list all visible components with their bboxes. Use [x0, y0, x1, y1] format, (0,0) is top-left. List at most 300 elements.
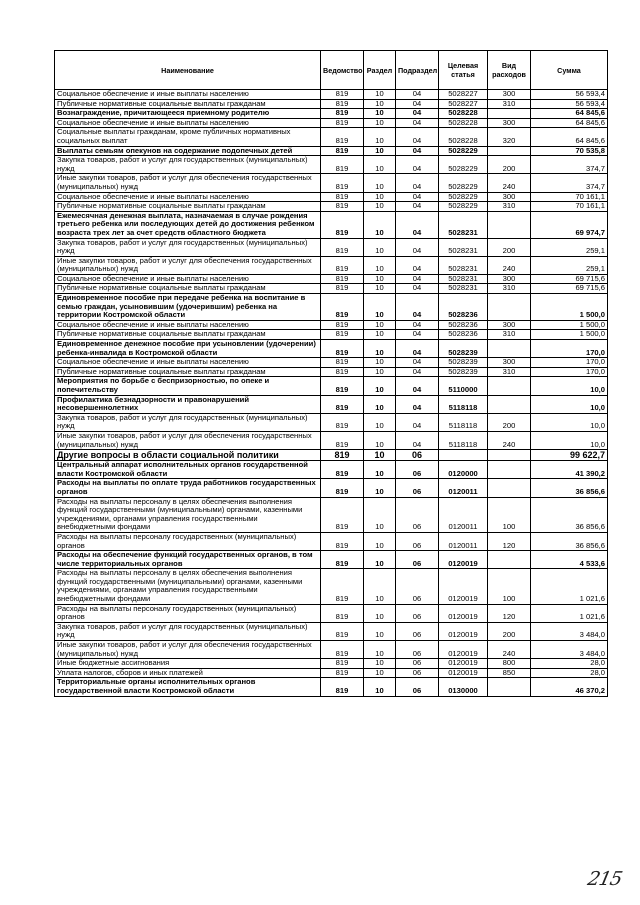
row-name: Расходы на выплаты персоналу государственных (муниципальных) органов [55, 604, 321, 622]
row-vedomstvo: 819 [321, 90, 364, 100]
row-podrazdel: 06 [396, 604, 439, 622]
row-vedomstvo: 819 [321, 497, 364, 532]
row-podrazdel: 04 [396, 202, 439, 212]
row-podrazdel: 04 [396, 238, 439, 256]
row-podrazdel: 06 [396, 532, 439, 550]
row-sum: 28,0 [531, 668, 608, 678]
row-expense-type: 240 [488, 641, 531, 659]
row-podrazdel: 04 [396, 118, 439, 128]
row-expense-type: 100 [488, 569, 531, 604]
row-podrazdel: 06 [396, 678, 439, 696]
row-podrazdel: 06 [396, 668, 439, 678]
row-razdel: 10 [364, 367, 396, 377]
row-name: Выплаты семьям опекунов на содержание подопечных детей [55, 146, 321, 156]
row-target-article: 5028229 [439, 156, 488, 174]
row-target-article: 0120011 [439, 532, 488, 550]
row-target-article: 0120011 [439, 497, 488, 532]
row-expense-type: 240 [488, 174, 531, 192]
row-podrazdel: 04 [396, 156, 439, 174]
row-expense-type: 310 [488, 284, 531, 294]
row-vedomstvo: 819 [321, 118, 364, 128]
row-razdel: 10 [364, 641, 396, 659]
row-razdel: 10 [364, 192, 396, 202]
table-row [55, 395, 608, 413]
row-target-article: 5028236 [439, 294, 488, 321]
row-podrazdel: 04 [396, 211, 439, 238]
row-razdel: 10 [364, 128, 396, 146]
row-podrazdel: 04 [396, 294, 439, 321]
row-vedomstvo: 819 [321, 174, 364, 192]
row-name: Единовременное денежное пособие при усыновлении (удочерении) ребенка-инвалида в Костромской области [55, 340, 321, 358]
row-vedomstvo: 819 [321, 284, 364, 294]
row-razdel: 10 [364, 569, 396, 604]
row-expense-type [488, 377, 531, 395]
row-vedomstvo: 819 [321, 128, 364, 146]
row-razdel: 10 [364, 330, 396, 340]
row-razdel: 10 [364, 377, 396, 395]
row-name: Мероприятия по борьбе с беспризорностью, по опеке и попечительству [55, 377, 321, 395]
row-name: Закупка товаров, работ и услуг для государственных (муниципальных) нужд [55, 622, 321, 640]
row-sum: 41 390,2 [531, 461, 608, 479]
row-vedomstvo: 819 [321, 413, 364, 431]
table-row [55, 358, 608, 368]
row-sum: 10,0 [531, 413, 608, 431]
row-name: Ежемесячная денежная выплата, назначаемая в случае рождения третьего ребенка или последующих детей до достижения ребенком возраста трех лет за счет средств областного бюджета [55, 211, 321, 238]
row-target-article: 5028228 [439, 128, 488, 146]
row-sum: 99 622,7 [531, 450, 608, 461]
row-razdel: 10 [364, 320, 396, 330]
table-row [55, 377, 608, 395]
row-razdel: 10 [364, 668, 396, 678]
row-podrazdel: 06 [396, 497, 439, 532]
row-target-article: 5028229 [439, 202, 488, 212]
row-name: Социальные выплаты гражданам, кроме публичных нормативных социальных выплат [55, 128, 321, 146]
row-razdel: 10 [364, 256, 396, 274]
header-name: Наименование [55, 51, 321, 90]
row-target-article: 0120011 [439, 479, 488, 497]
row-name: Социальное обеспечение и иные выплаты населению [55, 90, 321, 100]
row-sum: 70 161,1 [531, 192, 608, 202]
row-expense-type: 300 [488, 320, 531, 330]
table-row [55, 211, 608, 238]
row-sum: 56 593,4 [531, 90, 608, 100]
row-sum: 70 535,8 [531, 146, 608, 156]
table-row [55, 99, 608, 109]
row-vedomstvo: 819 [321, 294, 364, 321]
row-podrazdel: 04 [396, 377, 439, 395]
row-target-article: 5028229 [439, 192, 488, 202]
row-expense-type: 200 [488, 413, 531, 431]
row-target-article: 5118118 [439, 413, 488, 431]
row-expense-type: 200 [488, 238, 531, 256]
row-podrazdel: 06 [396, 622, 439, 640]
row-vedomstvo: 819 [321, 99, 364, 109]
row-expense-type: 100 [488, 497, 531, 532]
row-expense-type: 240 [488, 431, 531, 449]
row-expense-type [488, 450, 531, 461]
row-name: Иные закупки товаров, работ и услуг для обеспечения государственных (муниципальных) нужд [55, 174, 321, 192]
row-expense-type: 200 [488, 622, 531, 640]
row-expense-type [488, 146, 531, 156]
row-podrazdel: 06 [396, 569, 439, 604]
row-podrazdel: 04 [396, 284, 439, 294]
table-row [55, 274, 608, 284]
row-target-article: 0120019 [439, 641, 488, 659]
row-target-article: 5028236 [439, 330, 488, 340]
row-name: Социальное обеспечение и иные выплаты населению [55, 118, 321, 128]
row-name: Социальное обеспечение и иные выплаты населению [55, 358, 321, 368]
row-name: Расходы на выплаты персоналу в целях обеспечения выполнения функций государственными (муниципальными) органами, казенными учреждениями, органами управления государственными внебюджетными фондами [55, 569, 321, 604]
row-podrazdel: 04 [396, 146, 439, 156]
row-target-article: 5028228 [439, 109, 488, 119]
row-vedomstvo: 819 [321, 192, 364, 202]
row-name: Профилактика безнадзорности и правонарушений несовершеннолетних [55, 395, 321, 413]
table-row [55, 284, 608, 294]
row-vedomstvo: 819 [321, 532, 364, 550]
row-name: Расходы на выплаты персоналу государственных (муниципальных) органов [55, 532, 321, 550]
row-target-article: 0120019 [439, 551, 488, 569]
row-vedomstvo: 819 [321, 202, 364, 212]
row-vedomstvo: 819 [321, 238, 364, 256]
row-vedomstvo: 819 [321, 461, 364, 479]
row-target-article: 5028228 [439, 118, 488, 128]
row-name: Публичные нормативные социальные выплаты гражданам [55, 202, 321, 212]
row-name: Территориальные органы исполнительных органов государственной власти Костромской области [55, 678, 321, 696]
row-podrazdel: 06 [396, 641, 439, 659]
row-expense-type [488, 461, 531, 479]
row-podrazdel: 06 [396, 479, 439, 497]
row-target-article [439, 450, 488, 461]
row-razdel: 10 [364, 461, 396, 479]
row-target-article: 5028229 [439, 146, 488, 156]
row-razdel: 10 [364, 294, 396, 321]
row-razdel: 10 [364, 678, 396, 696]
row-sum: 10,0 [531, 395, 608, 413]
table-row [55, 146, 608, 156]
row-name: Закупка товаров, работ и услуг для государственных (муниципальных) нужд [55, 413, 321, 431]
row-sum: 170,0 [531, 367, 608, 377]
row-expense-type: 200 [488, 156, 531, 174]
row-vedomstvo: 819 [321, 450, 364, 461]
table-row [55, 497, 608, 532]
row-razdel: 10 [364, 156, 396, 174]
row-sum: 69 715,6 [531, 274, 608, 284]
row-sum: 64 845,6 [531, 109, 608, 119]
row-razdel: 10 [364, 532, 396, 550]
table-row [55, 128, 608, 146]
row-name: Закупка товаров, работ и услуг для государственных (муниципальных) нужд [55, 238, 321, 256]
row-name: Центральный аппарат исполнительных органов государственной власти Костромской области [55, 461, 321, 479]
row-target-article: 5028231 [439, 238, 488, 256]
row-target-article: 0120019 [439, 659, 488, 669]
row-vedomstvo: 819 [321, 622, 364, 640]
row-name: Единовременное пособие при передаче ребенка на воспитание в семью граждан, усыновившим (удочерившим) ребенка на территории Костромской области [55, 294, 321, 321]
table-row [55, 450, 608, 461]
row-sum: 46 370,2 [531, 678, 608, 696]
row-razdel: 10 [364, 551, 396, 569]
table-row [55, 479, 608, 497]
table-row [55, 641, 608, 659]
row-sum: 1 021,6 [531, 569, 608, 604]
row-vedomstvo: 819 [321, 146, 364, 156]
row-podrazdel: 04 [396, 413, 439, 431]
row-name: Вознаграждение, причитающееся приемному родителю [55, 109, 321, 119]
row-podrazdel: 04 [396, 431, 439, 449]
row-name: Расходы на обеспечение функций государственных органов, в том числе территориальных органов [55, 551, 321, 569]
header-vedomstvo: Ведомство [321, 51, 364, 90]
row-vedomstvo: 819 [321, 641, 364, 659]
row-razdel: 10 [364, 450, 396, 461]
row-target-article: 5028227 [439, 90, 488, 100]
row-name: Социальное обеспечение и иные выплаты населению [55, 192, 321, 202]
row-sum: 36 856,6 [531, 479, 608, 497]
table-row [55, 174, 608, 192]
row-sum: 69 715,6 [531, 284, 608, 294]
row-podrazdel: 04 [396, 256, 439, 274]
row-expense-type [488, 340, 531, 358]
table-row [55, 532, 608, 550]
row-name: Расходы на выплаты персоналу в целях обеспечения выполнения функций государственными (муниципальными) органами, казенными учреждениями, органами управления государственными внебюджетными фондами [55, 497, 321, 532]
row-target-article: 0120019 [439, 604, 488, 622]
row-podrazdel: 06 [396, 461, 439, 479]
table-row [55, 367, 608, 377]
row-podrazdel: 04 [396, 330, 439, 340]
table-row [55, 461, 608, 479]
row-expense-type: 310 [488, 99, 531, 109]
page-number: 215 [585, 868, 624, 890]
table-row [55, 668, 608, 678]
row-target-article: 5028239 [439, 340, 488, 358]
row-target-article: 0120000 [439, 461, 488, 479]
row-vedomstvo: 819 [321, 156, 364, 174]
row-sum: 70 161,1 [531, 202, 608, 212]
row-target-article: 0130000 [439, 678, 488, 696]
row-expense-type [488, 551, 531, 569]
row-expense-type: 800 [488, 659, 531, 669]
row-target-article: 5028229 [439, 174, 488, 192]
table-row [55, 202, 608, 212]
row-sum: 259,1 [531, 238, 608, 256]
row-target-article: 5028227 [439, 99, 488, 109]
row-name: Социальное обеспечение и иные выплаты населению [55, 320, 321, 330]
table-row [55, 118, 608, 128]
row-podrazdel: 06 [396, 450, 439, 461]
row-podrazdel: 04 [396, 367, 439, 377]
row-sum: 3 484,0 [531, 641, 608, 659]
row-name: Уплата налогов, сборов и иных платежей [55, 668, 321, 678]
row-vedomstvo: 819 [321, 367, 364, 377]
row-razdel: 10 [364, 604, 396, 622]
row-expense-type [488, 211, 531, 238]
row-podrazdel: 04 [396, 128, 439, 146]
table-row [55, 622, 608, 640]
table-row [55, 569, 608, 604]
row-name: Иные закупки товаров, работ и услуг для обеспечения государственных (муниципальных) нужд [55, 431, 321, 449]
row-name: Закупка товаров, работ и услуг для государственных (муниципальных) нужд [55, 156, 321, 174]
row-razdel: 10 [364, 109, 396, 119]
row-sum: 36 856,6 [531, 532, 608, 550]
row-razdel: 10 [364, 431, 396, 449]
row-vedomstvo: 819 [321, 569, 364, 604]
row-name: Публичные нормативные социальные выплаты гражданам [55, 99, 321, 109]
row-expense-type [488, 678, 531, 696]
row-target-article: 0120019 [439, 569, 488, 604]
row-expense-type: 300 [488, 192, 531, 202]
row-sum: 374,7 [531, 174, 608, 192]
row-target-article: 5028239 [439, 367, 488, 377]
row-podrazdel: 04 [396, 109, 439, 119]
row-razdel: 10 [364, 284, 396, 294]
table-row [55, 330, 608, 340]
table-row [55, 294, 608, 321]
row-razdel: 10 [364, 358, 396, 368]
row-vedomstvo: 819 [321, 358, 364, 368]
row-name: Иные бюджетные ассигнования [55, 659, 321, 669]
row-podrazdel: 04 [396, 358, 439, 368]
row-vedomstvo: 819 [321, 479, 364, 497]
row-vedomstvo: 819 [321, 256, 364, 274]
budget-table-sheet [54, 50, 607, 697]
row-expense-type [488, 109, 531, 119]
row-target-article: 5028236 [439, 320, 488, 330]
row-razdel: 10 [364, 118, 396, 128]
table-header-row [55, 51, 608, 90]
table-row [55, 320, 608, 330]
row-vedomstvo: 819 [321, 395, 364, 413]
row-expense-type: 300 [488, 358, 531, 368]
row-sum: 10,0 [531, 377, 608, 395]
row-target-article: 0120019 [439, 668, 488, 678]
row-vedomstvo: 819 [321, 320, 364, 330]
row-razdel: 10 [364, 659, 396, 669]
row-vedomstvo: 819 [321, 109, 364, 119]
row-sum: 3 484,0 [531, 622, 608, 640]
table-row [55, 678, 608, 696]
row-expense-type: 320 [488, 128, 531, 146]
row-sum: 170,0 [531, 340, 608, 358]
row-expense-type: 850 [488, 668, 531, 678]
row-name: Иные закупки товаров, работ и услуг для обеспечения государственных (муниципальных) нужд [55, 256, 321, 274]
row-target-article: 5028231 [439, 211, 488, 238]
row-vedomstvo: 819 [321, 330, 364, 340]
table-row [55, 256, 608, 274]
header-podrazdel: Подраздел [396, 51, 439, 90]
row-sum: 28,0 [531, 659, 608, 669]
row-razdel: 10 [364, 497, 396, 532]
row-vedomstvo: 819 [321, 551, 364, 569]
row-expense-type: 300 [488, 274, 531, 284]
row-vedomstvo: 819 [321, 340, 364, 358]
row-vedomstvo: 819 [321, 668, 364, 678]
row-razdel: 10 [364, 340, 396, 358]
row-expense-type: 120 [488, 604, 531, 622]
table-row [55, 431, 608, 449]
row-podrazdel: 04 [396, 192, 439, 202]
row-podrazdel: 04 [396, 174, 439, 192]
row-expense-type [488, 479, 531, 497]
header-target-article: Целевая статья [439, 51, 488, 90]
row-podrazdel: 04 [396, 274, 439, 284]
row-vedomstvo: 819 [321, 211, 364, 238]
header-razdel: Раздел [364, 51, 396, 90]
row-expense-type: 310 [488, 330, 531, 340]
table-row [55, 156, 608, 174]
row-name: Социальное обеспечение и иные выплаты населению [55, 274, 321, 284]
row-razdel: 10 [364, 479, 396, 497]
row-podrazdel: 04 [396, 395, 439, 413]
budget-table [54, 50, 608, 697]
row-razdel: 10 [364, 90, 396, 100]
row-sum: 1 500,0 [531, 294, 608, 321]
row-vedomstvo: 819 [321, 274, 364, 284]
row-podrazdel: 06 [396, 659, 439, 669]
row-sum: 1 500,0 [531, 330, 608, 340]
row-podrazdel: 04 [396, 320, 439, 330]
row-name: Публичные нормативные социальные выплаты гражданам [55, 367, 321, 377]
row-expense-type: 120 [488, 532, 531, 550]
row-target-article: 5028239 [439, 358, 488, 368]
row-sum: 69 974,7 [531, 211, 608, 238]
row-name: Иные закупки товаров, работ и услуг для обеспечения государственных (муниципальных) нужд [55, 641, 321, 659]
row-sum: 10,0 [531, 431, 608, 449]
row-sum: 170,0 [531, 358, 608, 368]
row-sum: 1 021,6 [531, 604, 608, 622]
row-target-article: 5028231 [439, 274, 488, 284]
row-name: Другие вопросы в области социальной политики [55, 450, 321, 461]
row-sum: 56 593,4 [531, 99, 608, 109]
row-name: Расходы на выплаты по оплате труда работников государственных органов [55, 479, 321, 497]
row-target-article: 5118118 [439, 395, 488, 413]
row-razdel: 10 [364, 174, 396, 192]
row-sum: 36 856,6 [531, 497, 608, 532]
row-podrazdel: 04 [396, 99, 439, 109]
row-razdel: 10 [364, 274, 396, 284]
row-vedomstvo: 819 [321, 678, 364, 696]
row-target-article: 5118118 [439, 431, 488, 449]
row-target-article: 5110000 [439, 377, 488, 395]
row-sum: 1 500,0 [531, 320, 608, 330]
row-expense-type [488, 294, 531, 321]
row-name: Публичные нормативные социальные выплаты гражданам [55, 284, 321, 294]
row-vedomstvo: 819 [321, 431, 364, 449]
table-row [55, 604, 608, 622]
table-row [55, 659, 608, 669]
row-razdel: 10 [364, 146, 396, 156]
row-podrazdel: 04 [396, 340, 439, 358]
row-razdel: 10 [364, 395, 396, 413]
row-target-article: 0120019 [439, 622, 488, 640]
row-sum: 374,7 [531, 156, 608, 174]
row-sum: 64 845,6 [531, 128, 608, 146]
header-expense-type: Вид расходов [488, 51, 531, 90]
table-row [55, 90, 608, 100]
row-podrazdel: 06 [396, 551, 439, 569]
row-sum: 259,1 [531, 256, 608, 274]
row-expense-type: 310 [488, 367, 531, 377]
row-razdel: 10 [364, 413, 396, 431]
row-expense-type: 310 [488, 202, 531, 212]
table-row [55, 413, 608, 431]
row-vedomstvo: 819 [321, 659, 364, 669]
table-row [55, 551, 608, 569]
table-row [55, 109, 608, 119]
row-expense-type: 300 [488, 90, 531, 100]
row-razdel: 10 [364, 202, 396, 212]
row-razdel: 10 [364, 622, 396, 640]
table-row [55, 340, 608, 358]
row-sum: 4 533,6 [531, 551, 608, 569]
row-razdel: 10 [364, 238, 396, 256]
